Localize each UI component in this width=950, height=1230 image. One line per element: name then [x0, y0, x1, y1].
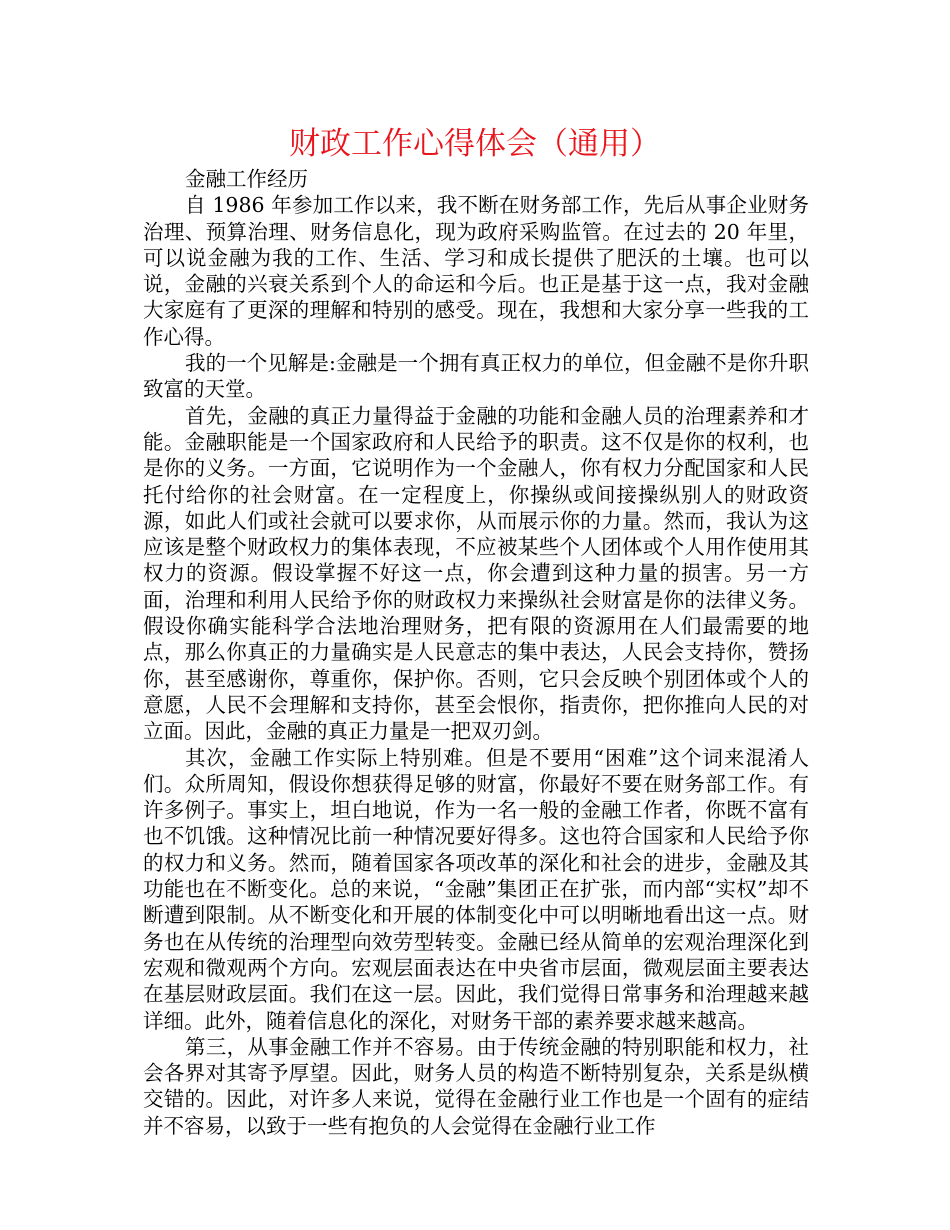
- paragraph: 我的一个见解是:金融是一个拥有真正权力的单位，但金融不是你升职致富的天堂。: [143, 351, 809, 402]
- paragraph: 第三，从事金融工作并不容易。由于传统金融的特别职能和权力，社会各界对其寄予厚望。因此，财务人员的构造不断特别复杂，关系是纵横交错的。因此，对许多人来说，觉得在金融行业工作也是一个固有的症结并不容易，以致于一些有抱负的人会觉得在金融行业工作: [143, 1034, 809, 1138]
- document-body: [143, 166, 809, 1139]
- paragraph: 首先，金融的真正力量得益于金融的功能和金融人员的治理素养和才能。金融职能是一个国家政府和人民给予的职责。这不仅是你的权利，也是你的义务。一方面，它说明作为一个金融人，你有权力分配国家和人民托付给你的社会财富。在一定程度上，你操纵或间接操纵别人的财政资源，如此人们或社会就可以要求你，从而展示你的力量。然而，我认为这应该是整个财政权力的集体表现，不应被某些个人团体或个人用作使用其权力的资源。假设掌握不好这一点，你会遭到这种力量的损害。另一方面，治理和利用人民给予你的财政权力来操纵社会财富是你的法律义务。假设你确实能科学合法地治理财务，把有限的资源用在人们最需要的地点，那么你真正的力量确实是人民意志的集中表达，人民会支持你，赞扬你，甚至感谢你，尊重你，保护你。否则，它只会反映个别团体或个人的意愿，人民不会理解和支持你，甚至会恨你，指责你，把你推向人民的对立面。因此，金融的真正力量是一把双刃剑。: [143, 403, 809, 744]
- paragraph: 其次，金融工作实际上特别难。但是不要用“困难”这个词来混淆人们。众所周知，假设你想获得足够的财富，你最好不要在财务部工作。有许多例子。事实上，坦白地说，作为一名一般的金融工作者，你既不富有也不饥饿。这种情况比前一种情况要好得多。这也符合国家和人民给予你的权力和义务。然而，随着国家各项改革的深化和社会的进步，金融及其功能也在不断变化。总的来说，“金融”集团正在扩张，而内部“实权”却不断遭到限制。从不断变化和开展的体制变化中可以明晰地看出这一点。财务也在从传统的治理型向效劳型转变。金融已经从简单的宏观治理深化到宏观和微观两个方向。宏观层面表达在中央省市层面，微观层面主要表达在基层财政层面。我们在这一层。因此，我们觉得日常事务和治理越来越详细。此外，随着信息化的深化，对财务干部的素养要求越来越高。: [143, 745, 809, 1033]
- document-title: 财政工作心得体会（通用）: [289, 126, 661, 162]
- section-heading: 金融工作经历: [185, 167, 308, 191]
- paragraph: 自 1986 年参加工作以来，我不断在财务部工作，先后从事企业财务治理、预算治理、财务信息化，现为政府采购监管。在过去的 20 年里，可以说金融为我的工作、生活、学习和成长提供了肥沃的土壤。也可以说，金融的兴衰关系到个人的命运和今后。也正是基于这一点，我对金融大家庭有了更深的理解和特别的感受。现在，我想和大家分享一些我的工作心得。: [143, 193, 809, 349]
